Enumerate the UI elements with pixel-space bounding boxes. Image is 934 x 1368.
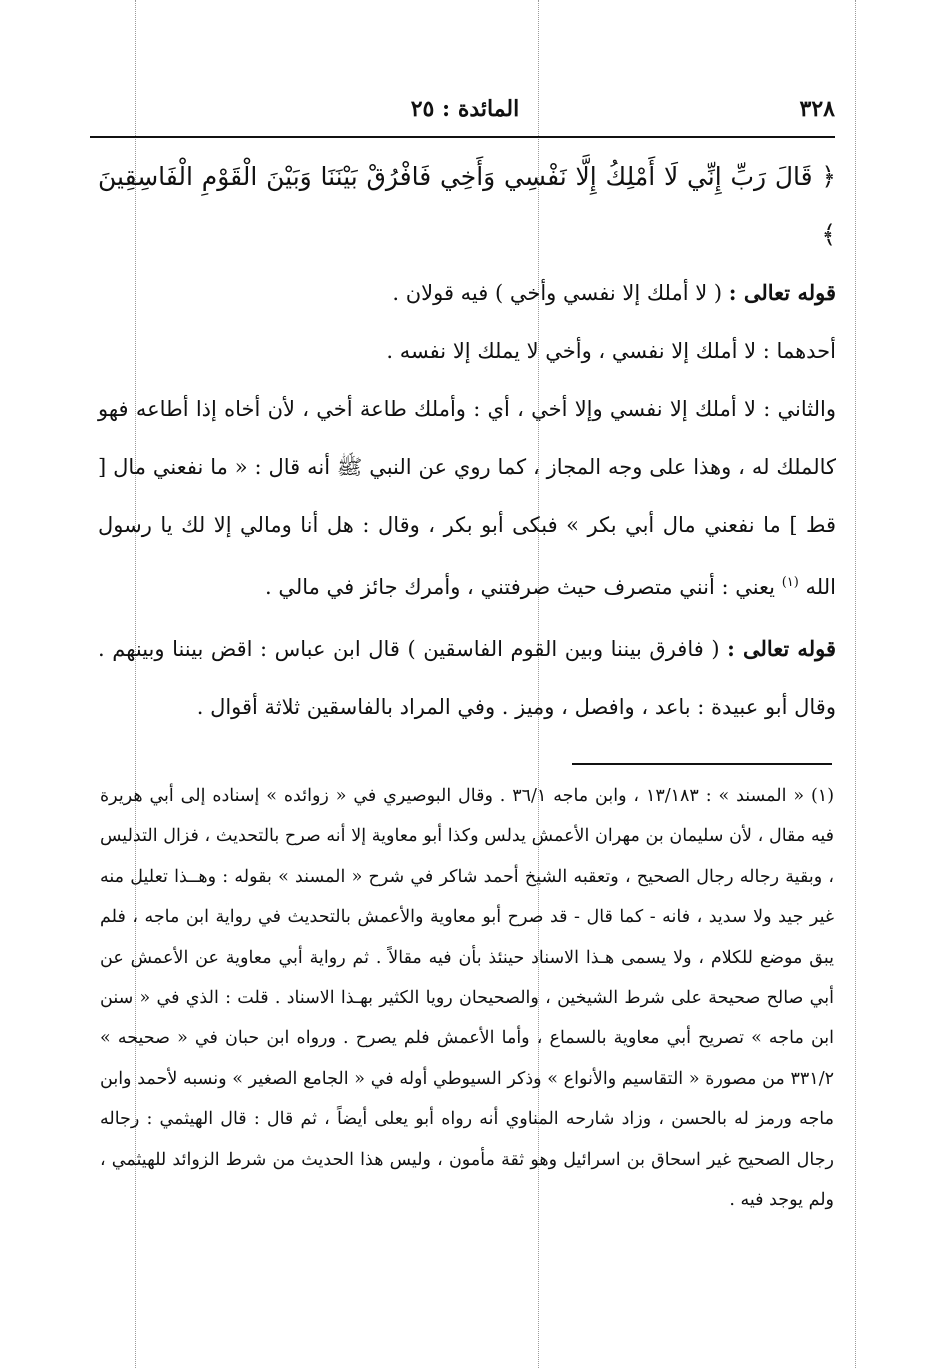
paragraph-1 [98, 264, 836, 322]
footnote-divider [572, 763, 832, 765]
footnote-text: (١) « المسند » : ١٣/١٨٣ ، وابن ماجه ٣٦/١ . وقال البوصيري في « زوائده » إسناده إلى أبي هريرة فيه مقال ، لأن سليمان بن مهران الأعمش يدلس وكذا أبو معاوية إلا أنه صرح بالتحديث ، فزال التدليس ، وبقية رجاله رجال الصحيح ، وتعقبه الشيخ أحمد شاكر في شرح « المسند » بقوله : وهــذا تعليل منه غير جيد ولا سديد ، فانه - كما قال - قد صرح أبو معاوية والأعمش بالتحديث في رواية ابن ماجه ، فلم يبق موضع للكلام ، ولا يسمى هـذا الاسناد حينئذ بأن فيه مقالاً . ثم رواية أبي معاوية عن الأعمش عن أبي صالح صحيحة على شرط الشيخين ، والصحيحان رويا الكثير بهـذا الاسناد . قلت : الذي في « سنن ابن ماجه » تصريح أبي معاوية بالسماع ، وأما الأعمش فلم يصرح . ورواه ابن حبان في « صحيحه » ٣٣١/٢ من مصورة « التقاسيم والأنواع » وذكر السيوطي أوله في « الجامع الصغير » ونسبه لأحمد وابن ماجه ورمز له بالحسن ، وزاد شارحه المناوي أنه رواه أبو يعلى أيضاً ، ثم قال : قال الهيثمي : رجاله رجال الصحيح غير اسحاق بن اسرائيل وهو ثقة مأمون ، وليس هذا الحديث من شرط الزوائد للهيثمي ، ولم يوجد فيه . [100, 786, 835, 1211]
paragraph-2 [98, 322, 836, 380]
page-number: ٣٢٨ [799, 96, 835, 122]
main-text [98, 148, 836, 736]
paragraph-label: قوله تعالى : [728, 280, 836, 305]
paragraph-text: والثاني : لا أملك إلا نفسي وإلا أخي ، أي : وأملك طاعة أخي ، لأن أخاه إذا أطاعه فهو كالملك له ، وهذا على وجه المجاز ، كما روي عن النبي ﷺ أنه قال : « ما نفعني مال [ قط ] ما نفعني مال أبي بكر » فبكى أبو بكر ، وقال : هل أنا ومالي إلا لك يا رسول الله [98, 397, 836, 599]
paragraph-text: ( فافرق بيننا وبين القوم الفاسقين ) قال ابن عباس : اقض بيننا وبينهم . وقال أبو عبيدة : باعد ، وافصل ، وميز . وفي المراد بالفاسقين ثلاثة أقوال . [98, 637, 836, 719]
page-header [95, 92, 835, 132]
quran-verse: ﴿ قَالَ رَبِّ إِنِّي لَا أَمْلِكُ إِلَّا نَفْسِي وَأَخِي فَافْرُقْ بَيْنَنَا وَبَيْنَ الْقَوْمِ الْفَاسِقِينَ ﴾ [98, 162, 836, 249]
paragraph-3 [98, 380, 836, 616]
paragraph-label: قوله تعالى : [727, 636, 836, 661]
surah-header-title: المائدة : ٢٥ [410, 96, 520, 122]
paragraph-text: ( لا أملك إلا نفسي وأخي ) فيه قولان . [392, 281, 723, 305]
paragraph-4 [98, 620, 836, 736]
paragraph-text-continued: يعني : أنني متصرف حيث صرفتني ، وأمرك جائز في مالي . [264, 575, 776, 599]
header-divider [90, 136, 835, 138]
scan-guide-line [855, 0, 856, 1368]
footnote-reference: (١) [781, 575, 799, 590]
paragraph-text: أحدهما : لا أملك إلا نفسي ، وأخي لا يملك إلا نفسه . [386, 339, 836, 363]
footnote [100, 776, 834, 1220]
